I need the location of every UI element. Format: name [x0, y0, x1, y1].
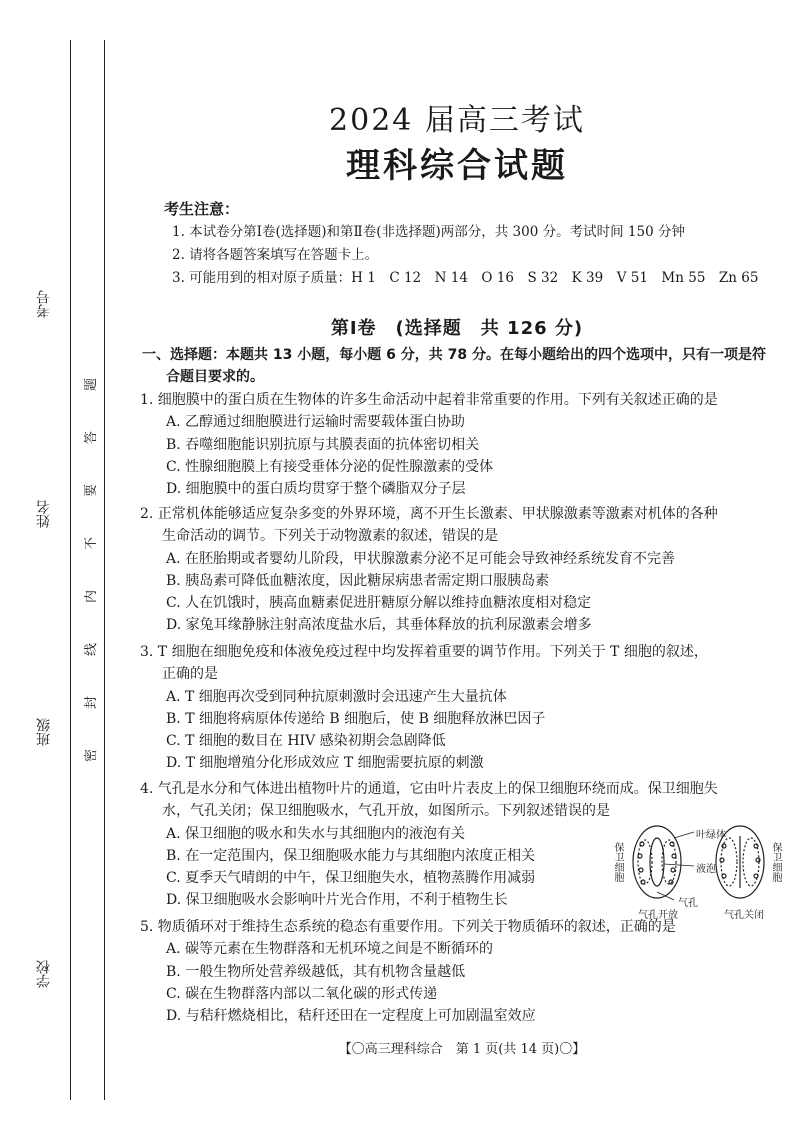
question-2 [140, 503, 792, 637]
question-stem: 1. 细胞膜中的蛋白质在生物体的许多生命活动中起着非常重要的作用。下列有关叙述正确的是 [140, 392, 718, 408]
option-b: B. 一般生物所处营养级越低，其有机物含量越低 [166, 963, 466, 980]
option-b: B. 吞噬细胞能识别抗原与其膜表面的抗体密切相关 [166, 436, 480, 453]
question-stem: 5. 物质循环对于维持生态系统的稳态有重要作用。下列关于物质循环的叙述，正确的是 [140, 919, 676, 935]
section-instruction [142, 344, 792, 389]
option-c: C. 碳在生物群落内部以二氧化碳的形式传递 [166, 985, 438, 1002]
option-d: D. 与秸秆燃烧相比，秸秆还田在一定程度上可加剧温室效应 [166, 1008, 536, 1025]
label-chloroplast: 叶绿体 [696, 830, 726, 841]
label-stoma: 气孔 [678, 898, 698, 909]
candidate-notes [164, 198, 792, 290]
notes-item: 2. 请将各题答案填写在答题卡上。 [172, 247, 379, 263]
field-exam-number [22, 290, 66, 318]
field-class [22, 718, 66, 746]
seal-char: 内 [84, 589, 100, 604]
seal-char: 密 [84, 748, 100, 763]
option-b: B. 胰岛素可降低血糖浓度，因此糖尿病患者需定期口服胰岛素 [166, 572, 550, 589]
notes-item: 3. 可能用到的相对原子质量：H 1 C 12 N 14 O 16 S 32 K 39 V 51 Mn 55 Zn 65 [172, 270, 759, 286]
question-stem-cont: 正确的是 [162, 666, 218, 683]
field-school [22, 960, 66, 988]
question-stem-cont: 生命活动的调节。下列关于动物激素的叙述，错误的是 [162, 528, 498, 545]
question-stem-cont: 水，气孔关闭；保卫细胞吸水，气孔开放，如图所示。下列叙述错误的是 [162, 803, 610, 820]
stoma-open-drawing [633, 826, 681, 898]
option-d: D. 细胞膜中的蛋白质均贯穿于整个磷脂双分子层 [166, 481, 466, 498]
option-a: A. 保卫细胞的吸水和失水与其细胞内的液泡有关 [166, 825, 466, 842]
seal-line-warning [80, 375, 100, 765]
exam-title-year: 2024 届高三考试 [329, 103, 585, 138]
seal-char: 线 [84, 642, 100, 657]
exam-title-subject: 理科综合试题 [346, 146, 568, 186]
question-3 [140, 641, 792, 775]
field-label-name: 姓名 [36, 500, 52, 528]
option-b: B. 在一定范围内，保卫细胞吸水能力与其细胞内浓度正相关 [166, 847, 536, 864]
question-stem: 4. 气孔是水分和气体进出植物叶片的通道，它由叶片表皮上的保卫细胞环绕而成。保卫细胞失 [140, 781, 718, 797]
caption-stoma-closed: 气孔关闭 [724, 910, 764, 921]
question-stem: 2. 正常机体能够适应复杂多变的外界环境，离不开生长激素、甲状腺激素等激素对机体的各种 [140, 506, 718, 522]
option-c: C. T 细胞的数目在 HIV 感染初期会急剧降低 [166, 733, 446, 750]
notes-item: 1. 本试卷分第Ⅰ卷(选择题)和第Ⅱ卷(非选择题)两部分，共 300 分。考试时间 150 分钟 [172, 224, 685, 240]
seal-char: 要 [84, 483, 100, 498]
option-b: B. T 细胞将病原体传递给 B 细胞后，使 B 细胞释放淋巴因子 [166, 710, 546, 727]
seal-char: 题 [84, 377, 100, 392]
question-1 [140, 389, 792, 500]
page-footer: 【〇高三理科综合 第 1 页(共 14 页)〇】 [338, 1042, 586, 1057]
label-vacuole: 液泡 [696, 864, 716, 875]
instruction-line: 一、选择题：本题共 13 小题，每小题 6 分，共 78 分。在每小题给出的四个选项中，只有一项是符 [142, 347, 766, 363]
question-5 [140, 916, 792, 1027]
field-label-school: 学校 [36, 960, 52, 988]
section-title: 第Ⅰ卷 (选择题 共 126 分) [330, 318, 584, 339]
margin-line-left [70, 40, 71, 1100]
option-a: A. 碳等元素在生物群落和无机环境之间是不断循环的 [166, 941, 494, 958]
option-c: C. 夏季天气晴朗的中午，保卫细胞失水，植物蒸腾作用减弱 [166, 870, 536, 887]
option-a: A. 在胚胎期或者婴幼儿阶段，甲状腺激素分泌不足可能会导致神经系统发育不完善 [166, 550, 676, 567]
label-guard-cell-right: 保卫细胞 [770, 842, 781, 882]
seal-char: 封 [84, 695, 100, 710]
field-name [22, 500, 66, 528]
field-label-exam-number: 考号 [36, 290, 52, 318]
caption-stoma-open: 气孔开放 [638, 910, 678, 921]
stomata-figure [612, 820, 792, 920]
margin-line-right [104, 40, 105, 1100]
option-c: C. 人在饥饿时，胰高血糖素促进肝糖原分解以维持血糖浓度相对稳定 [166, 595, 592, 612]
option-a: A. 乙醇通过细胞膜进行运输时需要载体蛋白协助 [166, 414, 466, 431]
field-label-class: 班级 [36, 718, 52, 746]
binding-margin [0, 0, 110, 1130]
instruction-line: 合题目要求的。 [166, 369, 264, 386]
label-guard-cell-left: 保卫细胞 [612, 842, 623, 882]
seal-char: 答 [84, 430, 100, 445]
notes-heading: 考生注意： [164, 200, 240, 218]
option-d: D. 家兔耳缘静脉注射高浓度盐水后，其垂体释放的抗利尿激素会增多 [166, 617, 592, 634]
question-stem: 3. T 细胞在细胞免疫和体液免疫过程中均发挥着重要的调节作用。下列关于 T 细胞的叙述， [140, 644, 708, 660]
option-a: A. T 细胞再次受到同种抗原刺激时会迅速产生大量抗体 [166, 688, 507, 705]
seal-char: 不 [84, 536, 100, 551]
option-d: D. T 细胞增殖分化形成效应 T 细胞需要抗原的刺激 [166, 755, 484, 772]
option-c: C. 性腺细胞膜上有接受垂体分泌的促性腺激素的受体 [166, 458, 494, 475]
option-d: D. 保卫细胞吸水会影响叶片光合作用，不利于植物生长 [166, 892, 508, 909]
